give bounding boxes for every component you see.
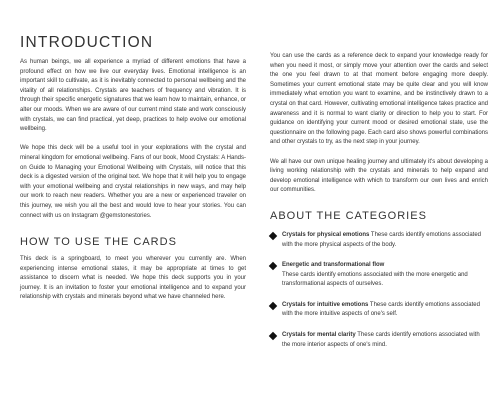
category-item-physical bbox=[270, 231, 488, 250]
diamond-bullet-icon bbox=[269, 332, 277, 340]
category-item-mental bbox=[270, 331, 488, 350]
category-description: These cards identify emotions associated with the more intuitive aspects of one's self. bbox=[282, 301, 480, 318]
category-name: Crystals for intuitive emotions bbox=[282, 301, 369, 308]
category-name: Crystals for physical emotions bbox=[282, 231, 370, 238]
category-item-energetic bbox=[270, 261, 488, 290]
categories-list bbox=[270, 231, 488, 350]
categories-heading: ABOUT THE CATEGORIES bbox=[270, 209, 427, 222]
category-description: These cards identify emotions associated with the more physical aspects of the body. bbox=[282, 231, 481, 248]
introduction-paragraph-1: As human beings, we all experience a myriad of different emotions that have a profound effect on how we live our everyday lives. Emotional intelligence is an important skill to cultivate, as it is inevitably connected to personal wellbeing and the vitality of all relationships. Crystals are teachers of frequency and vibration. It is through their specific energetic signatures that we learn how to maintain, enhance, or alter our moods. When we are aware of our current mind state and work consciously with crystals, we can find practical, yet deep, practices to help evolve our emotional wellbeing. bbox=[20, 59, 246, 133]
introduction-heading: INTRODUCTION bbox=[20, 34, 154, 51]
category-name: Energetic and transformational flow bbox=[282, 262, 385, 269]
how-to-use-paragraph: This deck is a springboard, to meet you wherever you currently are. When experiencing intense emotional states, it may be appropriate at times to get assistance to discern what is needed. We hope this deck supports you in your journey. It is an invitation to foster your emotional intelligence and to expand your relationship with crystals and minerals beyond what we have channeled here. bbox=[20, 256, 246, 301]
how-to-use-heading: HOW TO USE THE CARDS bbox=[20, 236, 177, 249]
diamond-bullet-icon bbox=[269, 262, 277, 270]
diamond-bullet-icon bbox=[269, 232, 277, 240]
diamond-bullet-icon bbox=[269, 302, 277, 310]
left-page bbox=[20, 0, 246, 303]
category-item-intuitive bbox=[270, 301, 488, 320]
category-description: These cards identify emotions associated with the more interior aspects of one's mind. bbox=[282, 332, 480, 348]
category-name: Crystals for mental clarity bbox=[282, 332, 356, 339]
category-description: These cards identify emotions associated with the more energetic and transformational aspects of ourselves. bbox=[282, 271, 468, 288]
right-paragraph-2: We all have our own unique healing journey and ultimately it's about developing a living working relationship with the crystals and minerals to help expand and develop emotional intelligence with which to transform our own lives and enrich our communities. bbox=[270, 158, 488, 194]
right-paragraph-1: You can use the cards as a reference deck to expand your knowledge ready for when you need it most, or simply move your attention over the cards and select the one you feel drawn to at that moment before engaging more deeply. Sometimes your current emotional state may be quite clear and you will know immediately what emotion you want to examine, and be instinctively drawn to a crystal on that card. However, cultivating emotional intelligence takes practice and awareness and it is normal to want clarity or direction to help you to start. For guidance on identifying your current mood or desired emotional state, use the questionnaire on the following page. Each card also shows powerful combinations and other crystals to try, as the next step in your journey. bbox=[270, 53, 488, 146]
introduction-paragraph-2: We hope this deck will be a useful tool in your explorations with the crystal and mineral kingdom for emotional wellbeing. Fans of our book, Mood Crystals: A Hands-on Guide to Managing your Emotional Wellbeing with Crystals, will notice that this deck is a digested version of the original text. We hope that it will help you to engage with your emotional wellbeing and crystal relationships in new ways, and may help our work to reach new readers. Whether you are a new or experienced traveler on this journey, we wish you all the best and would love to hear your stories. You can connect with us on Instagram @gemstonestories. bbox=[20, 145, 246, 219]
right-page bbox=[270, 0, 488, 361]
